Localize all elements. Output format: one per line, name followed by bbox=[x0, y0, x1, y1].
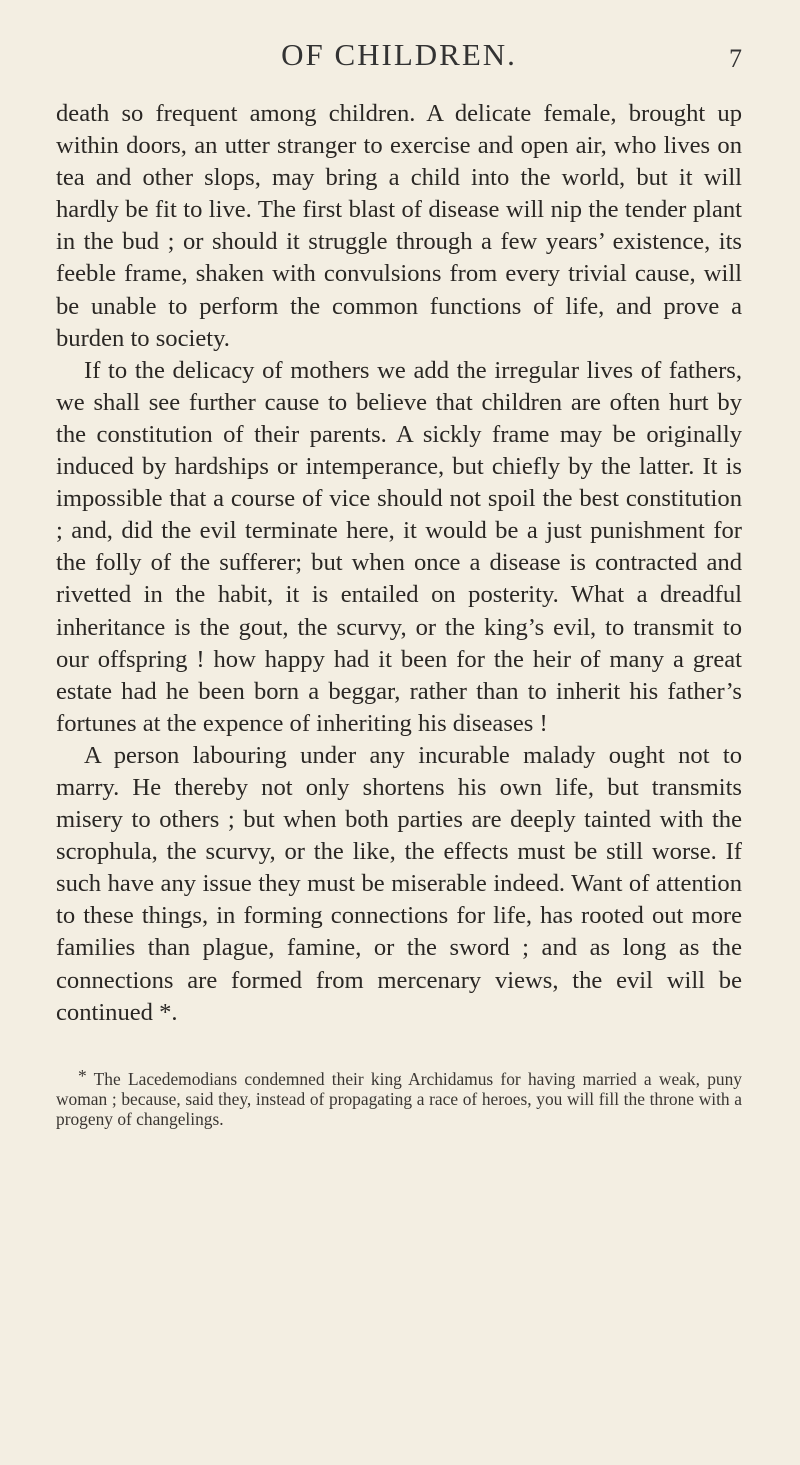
footnote-text: The Lacedemodians condemned their king Archidamus for having married a weak, puny woman ; because, said they, instead of propagating a race of heroes, you will fill the throne with a progeny of changelings. bbox=[56, 1068, 742, 1130]
footnote-marker: * bbox=[78, 1065, 87, 1086]
footnote bbox=[56, 1065, 742, 1130]
paragraph: If to the delicacy of mothers we add the irregular lives of fathers, we shall see further cause to believe that children are often hurt by the constitution of their parents. A sickly frame may be originally induced by hardships or intemperance, but chiefly by the latter. It is impossible that a course of vice should not spoil the best constitution ; and, did the evil terminate here, it would be a just punishment for the folly of the sufferer; but when once a disease is contracted and rivetted in the habit, it is entailed on posterity. What a dreadful inheritance is the gout, the scurvy, or the king’s evil, to transmit to our offspring ! how happy had it been for the heir of many a great estate had he been born a beggar, rather than to inherit his father’s fortunes at the expence of inheriting his diseases ! bbox=[56, 356, 742, 737]
running-head-title: OF CHILDREN. bbox=[281, 37, 517, 72]
paragraph: death so frequent among children. A delicate female, brought up within doors, an utter stranger to exercise and open air, who lives on tea and other slops, may bring a child into the world, but it will hardly be fit to live. The first blast of disease will nip the tender plant in the bud ; or should it struggle through a few years’ existence, its feeble frame, shaken with convulsions from every trivial cause, will be unable to perform the common functions of life, and prove a burden to society. bbox=[56, 100, 742, 352]
page-number: 7 bbox=[729, 44, 742, 73]
paragraph: A person labouring under any incurable malady ought not to marry. He thereby not only shortens his own life, but transmits misery to others ; but when both parties are deeply tainted with the scrophula, the scurvy, or the like, the effects must be still worse. If such have any issue they must be miserable indeed. Want of attention to these things, in forming connections for life, has rooted out more families than plague, famine, or the sword ; and as long as the connections are formed from mercenary views, the evil will be continued *. bbox=[56, 741, 742, 1026]
running-head bbox=[56, 32, 742, 78]
body-text bbox=[56, 98, 742, 1029]
